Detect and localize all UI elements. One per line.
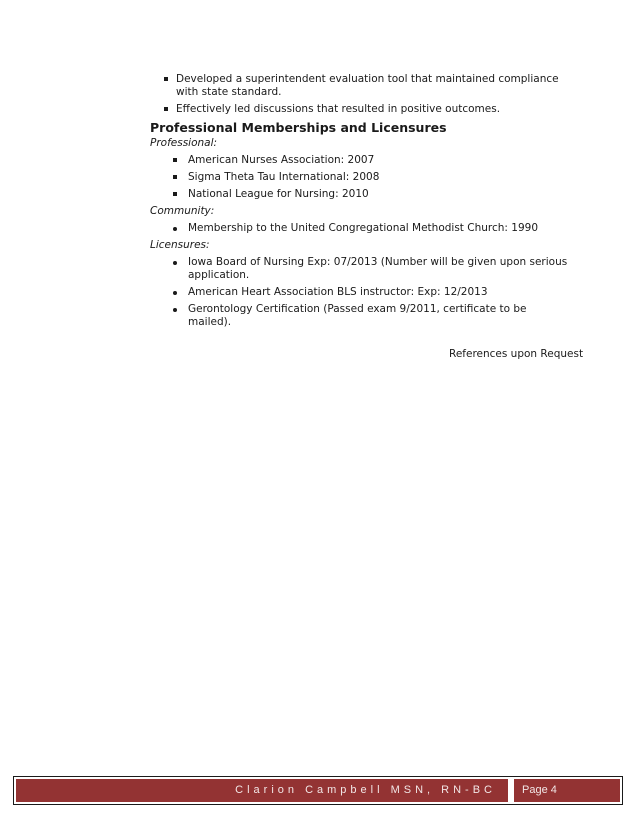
list-item: Developed a superintendent evaluation tool that maintained compliance with state standard. [150, 73, 570, 99]
references-note: References upon Request [449, 348, 584, 360]
community-list [150, 222, 570, 235]
footer-author-name: Clarion Campbell MSN, RN-BC [14, 777, 510, 804]
page-footer [13, 776, 623, 805]
list-item: National League for Nursing: 2010 [150, 188, 570, 201]
list-item: Membership to the United Congregational Methodist Church: 1990 [150, 222, 570, 235]
licensures-list [150, 256, 570, 329]
licensures-heading: Licensures: [150, 239, 210, 251]
list-item: American Heart Association BLS instructor: Exp: 12/2013 [150, 286, 570, 299]
professional-list [150, 154, 570, 201]
community-heading: Community: [150, 205, 215, 217]
resume-content [150, 73, 570, 333]
accomplishment-list [150, 73, 570, 116]
professional-heading: Professional: [150, 137, 218, 149]
list-item: Sigma Theta Tau International: 2008 [150, 171, 570, 184]
list-item: Gerontology Certification (Passed exam 9/2011, certificate to be mailed). [150, 303, 570, 329]
list-item: American Nurses Association: 2007 [150, 154, 570, 167]
section-title: Professional Memberships and Licensures [150, 120, 447, 135]
list-item: Iowa Board of Nursing Exp: 07/2013 (Number will be given upon serious application. [150, 256, 570, 282]
footer-page-number: Page 4 [510, 777, 622, 804]
list-item: Effectively led discussions that resulted in positive outcomes. [150, 103, 570, 116]
